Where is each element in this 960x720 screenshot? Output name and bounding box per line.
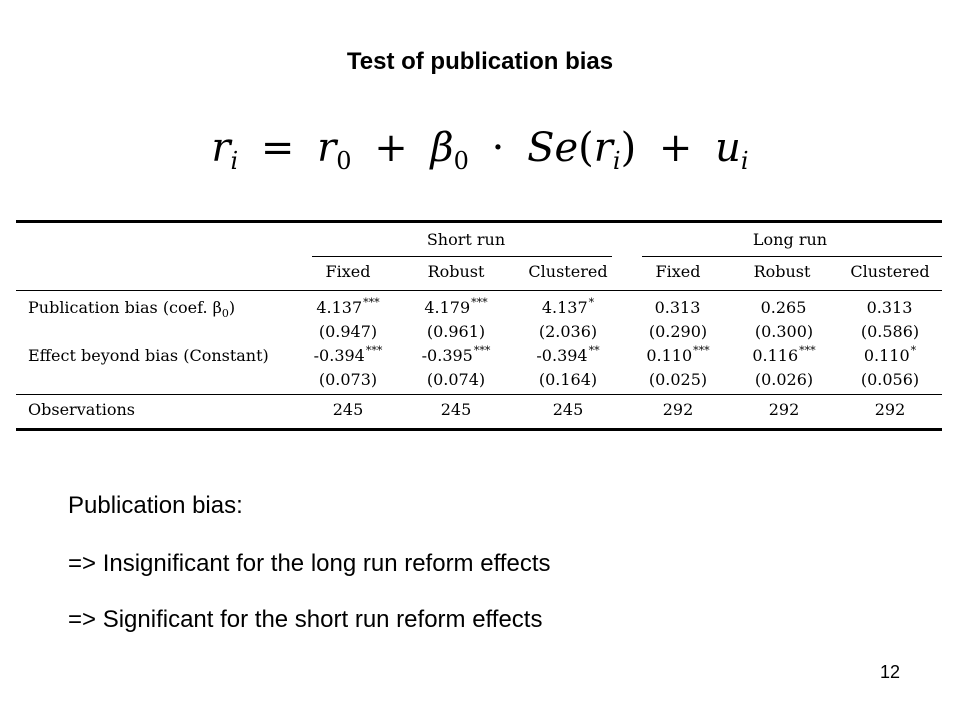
pub-bias-se-value: (2.036) [538,322,598,341]
pub-bias-coef [300,298,396,320]
pub-bias-coef [842,298,938,320]
obs-rule [16,394,942,395]
observations-value-value: 245 [440,400,472,419]
conclusion-heading: Publication bias: [68,492,243,519]
significance-stars: * [910,344,917,357]
effect-se [408,370,504,390]
col-header: Clustered [528,262,608,281]
observations-value-value: 292 [874,400,906,419]
pub-bias-se [520,322,616,342]
effect-coef [408,346,504,368]
effect-se-value: (0.073) [318,370,378,389]
slide-title: Test of publication bias [346,48,614,75]
observations-value [300,400,396,420]
pub-bias-se-value: (0.586) [860,322,920,341]
pub-bias-se [736,322,832,342]
pub-bias-coef-value: 0.313 [866,298,913,317]
group-header-long-run: Long run [752,230,828,249]
formula-r: r [211,125,231,171]
effect-coef-value: 0.116 [752,346,799,365]
col-header: Fixed [655,262,701,281]
effect-se-value: (0.074) [426,370,486,389]
effect-se [736,370,832,390]
col-header: Robust [753,262,811,281]
formula-ri-sub: i [612,147,621,175]
formula-equals: = [260,125,295,171]
effect-se-value: (0.056) [860,370,920,389]
pub-bias-se [408,322,504,342]
pub-bias-coef-value: 4.137 [541,298,588,317]
effect-coef [630,346,726,368]
formula-r0: r [317,125,337,171]
formula-lparen: ( [578,125,594,171]
header-rule [16,290,942,291]
effect-se [842,370,938,390]
formula-rparen: ) [620,125,637,171]
regression-table [16,220,942,432]
formula-u: u [715,125,741,171]
pub-bias-se-value: (0.300) [754,322,814,341]
formula-plus-1: + [374,125,408,171]
observations-value-value: 245 [552,400,584,419]
observations-value [842,400,938,420]
observations-value [630,400,726,420]
significance-stars: *** [693,344,710,357]
effect-coef-value: 0.110 [863,346,910,365]
effect-se [300,370,396,390]
effect-coef [736,346,832,368]
significance-stars: * [588,296,595,309]
effect-coef-value: -0.394 [313,346,365,365]
significance-stars: *** [473,344,491,357]
pub-bias-coef [630,298,726,320]
effect-coef [520,346,616,368]
pub-bias-coef-value: 0.313 [654,298,701,317]
pub-bias-se-value: (0.961) [426,322,486,341]
pub-bias-se [300,322,396,342]
pub-bias-se-value: (0.947) [318,322,378,341]
effect-se [630,370,726,390]
observations-value-value: 292 [662,400,694,419]
effect-coef-value: -0.395 [421,346,473,365]
formula-beta: β [430,125,454,171]
regression-formula [0,118,960,191]
formula-plus-2: + [658,125,693,171]
effect-se-value: (0.164) [538,370,598,389]
formula-sub-i: i [230,147,239,175]
short-run-underline [312,256,612,257]
significance-stars: *** [363,296,380,309]
col-header: Fixed [325,262,371,281]
observations-value [736,400,832,420]
conclusion-long-run: => Insignificant for the long run reform effects [68,550,551,577]
page-number: 12 [880,662,901,682]
table-top-rule [16,220,942,223]
effect-se [520,370,616,390]
significance-stars: *** [365,344,383,357]
col-header: Robust [427,262,485,281]
formula-dot: · [491,125,505,171]
significance-stars: *** [799,344,816,357]
pub-bias-coef [408,298,504,320]
observations-value [408,400,504,420]
pub-bias-coef-value: 0.265 [760,298,807,317]
effect-se-value: (0.026) [754,370,814,389]
pub-bias-se-value: (0.290) [648,322,708,341]
conclusion-short-run: => Significant for the short run reform effects [68,606,543,633]
formula-u-sub: i [740,147,749,175]
observations-value-value: 292 [768,400,800,419]
effect-coef-value: -0.394 [536,346,588,365]
pub-bias-coef-value: 4.137 [316,298,363,317]
significance-stars: ** [588,344,600,357]
row-label-publication-bias: Publication bias (coef. $\beta_0$) [28,298,236,321]
row-label-effect-beyond-bias: Effect beyond bias (Constant) [28,346,269,365]
pub-bias-se [842,322,938,342]
row-label-observations: Observations [28,400,135,419]
col-header: Clustered [850,262,930,281]
group-header-short-run: Short run [426,230,506,249]
pub-bias-se [630,322,726,342]
effect-se-value: (0.025) [648,370,708,389]
long-run-underline [642,256,942,257]
formula-se: Se [527,125,579,171]
effect-coef [300,346,396,368]
observations-value [520,400,616,420]
effect-coef [842,346,938,368]
significance-stars: *** [471,296,488,309]
effect-coef-value: 0.110 [646,346,693,365]
formula-sub-0: 0 [336,147,352,175]
observations-value-value: 245 [332,400,364,419]
formula-ri: r [593,125,613,171]
formula-beta-sub: 0 [453,147,469,175]
pub-bias-coef [520,298,616,320]
table-bottom-rule [16,428,942,431]
pub-bias-coef [736,298,832,320]
pub-bias-coef-value: 4.179 [424,298,471,317]
